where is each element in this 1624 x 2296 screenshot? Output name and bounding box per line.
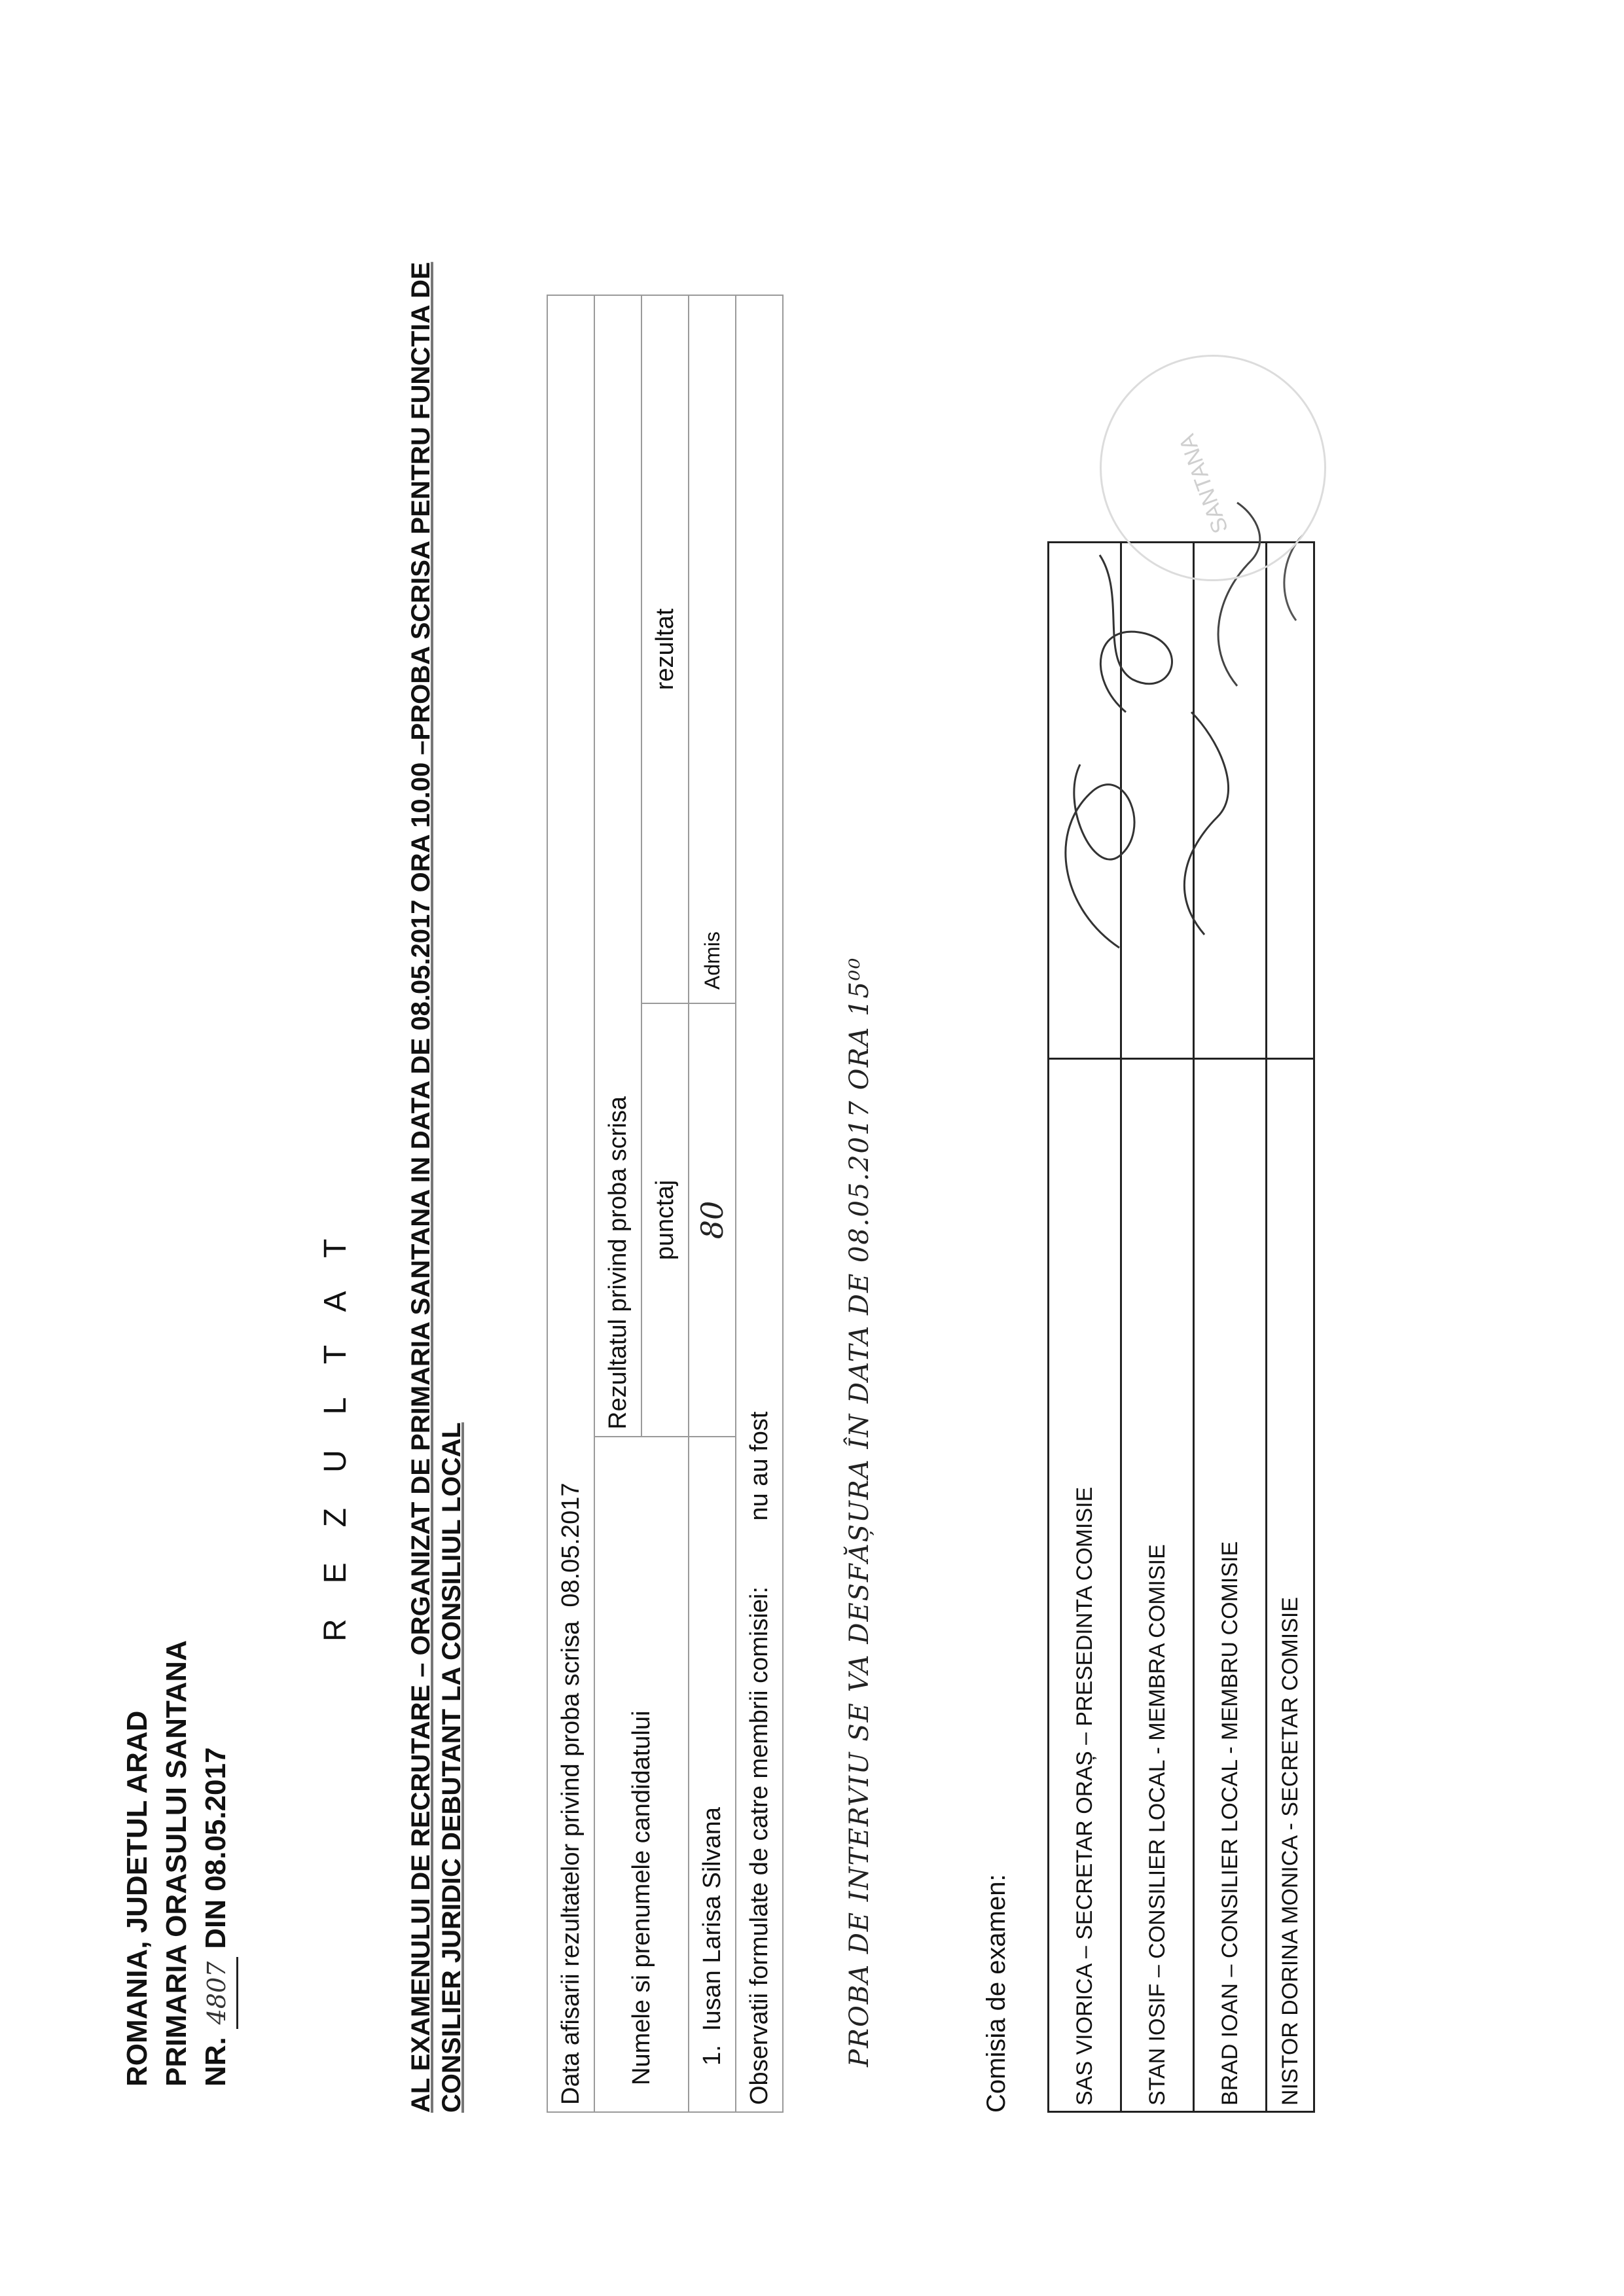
handwritten-interview-note: PROBA DE INTERVIU SE VA DESFĂȘURA ÎN DATA DE 08.05.2017 ORA 15⁰⁰ (844, 956, 875, 2067)
commission-member: SAS VIORICA – SECRETAR ORAȘ – PRESEDINTA COMISIE (1049, 1059, 1121, 2112)
candidate-row (689, 295, 736, 2112)
candidate-score: 80 (689, 1003, 736, 1437)
document-header (118, 1640, 238, 2087)
candidate-index: 1. (698, 2045, 726, 2066)
document-subtitle: AL EXAMENULUI DE RECRUTARE – ORGANIZAT DE PRIMARIA SANTANA IN DATA DE 08.05.2017 ORA 10.00 –PROBA SCRISA PENTRU FUNCTIA DE CONSILIER JURIDIC DEBUTANT LA CONSILIUL LOCAL (406, 262, 466, 2113)
candidate-name: Iusan Larisa Silvana (698, 1806, 726, 2032)
header-county: ROMANIA, JUDETUL ARAD (121, 1710, 153, 2087)
candidate-result: Admis (689, 295, 736, 1003)
observations-cell (736, 295, 783, 2112)
commission-member: STAN IOSIF – CONSILIER LOCAL - MEMBRA COMISIE (1121, 1059, 1194, 2112)
observations-value: nu au fost (745, 1411, 773, 1521)
document-title: REZULTAT (318, 1203, 353, 1641)
commission-member: NISTOR DORINA MONICA - SECRETAR COMISIE (1267, 1059, 1314, 2112)
header-registration (196, 1640, 238, 2087)
commission-label: Comisia de examen: (982, 1874, 1011, 2113)
header-result: Rezultatul privind proba scrisa (594, 295, 641, 1437)
header-score: punctaj (641, 1003, 689, 1437)
display-date-cell (547, 295, 594, 2112)
header-institution: PRIMARIA ORASULUI SANTANA (160, 1640, 192, 2087)
header-result-value: rezultat (641, 295, 689, 1003)
nr-value: 4807 (197, 1957, 238, 2029)
candidate-name-cell (689, 1437, 736, 2112)
stamp-text: SANTANA (1174, 431, 1233, 537)
display-date-label: Data afisarii rezultatelor privind proba scrisa (556, 1621, 585, 2105)
header-candidate-name: Numele si prenumele candidatului (594, 1437, 689, 2112)
display-date-value: 08.05.2017 (556, 1482, 585, 1607)
header-date: DIN 08.05.2017 (200, 1747, 232, 1949)
results-table (547, 295, 784, 2113)
commission-member: BRAD IOAN – CONSILIER LOCAL - MEMBRU COMISIE (1194, 1059, 1267, 2112)
official-stamp (1100, 355, 1326, 581)
observations-label: Observatii formulate de catre membrii comisiei: (745, 1587, 773, 2105)
nr-label: NR. (200, 2037, 232, 2087)
